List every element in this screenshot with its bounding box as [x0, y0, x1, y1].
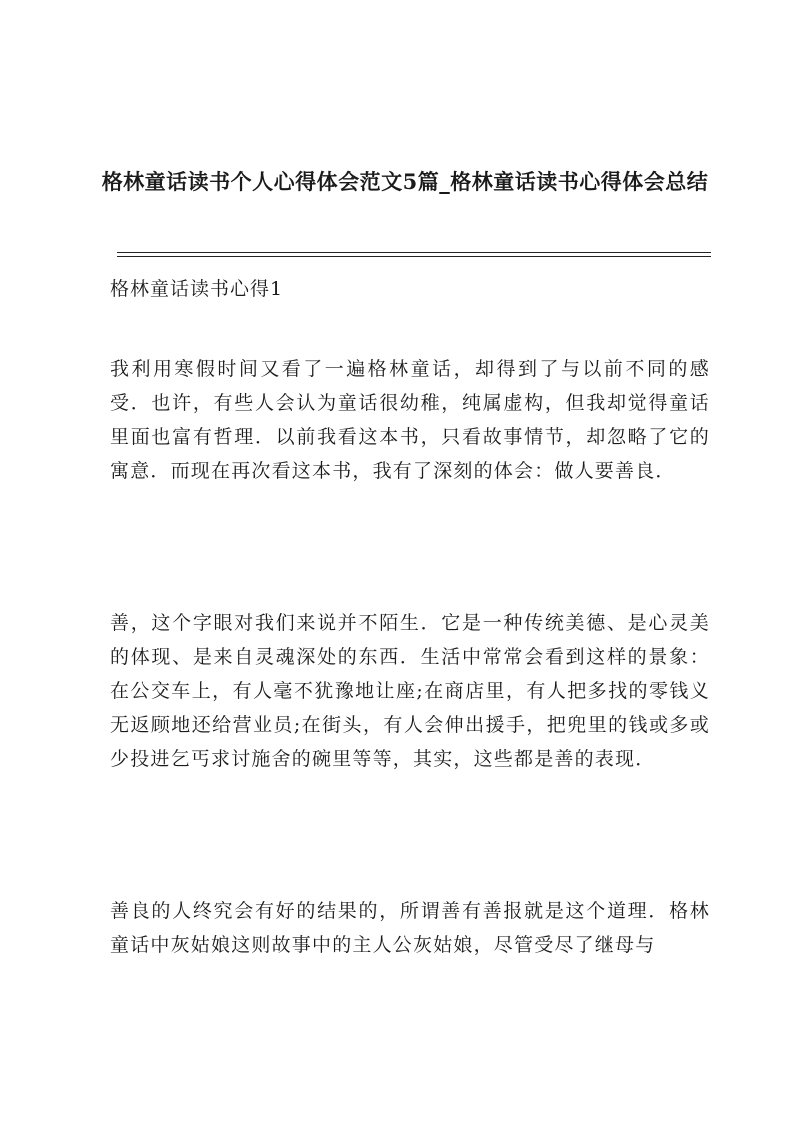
paragraph: 我利用寒假时间又看了一遍格林童话，却得到了与以前不同的感受．也许，有些人会认为童话很幼稚，纯属虚构，但我却觉得童话里面也富有哲理．以前我看这本书，只看故事情节，却忽略了它的寓意．而现在再次看这本书，我有了深刻的体会：做人要善良．	[110, 358, 710, 482]
section-heading: 格林童话读书心得1	[110, 278, 284, 300]
paragraph: 善，这个字眼对我们来说并不陌生．它是一种传统美德、是心灵美的体现、是来自灵魂深处的东西．生活中常常会看到这样的景象：在公交车上，有人毫不犹豫地让座;在商店里，有人把多找的零钱义无返顾地还给营业员;在街头，有人会伸出援手，把兜里的钱或多或少投进乞丐求讨施舍的碗里等等，其实，这些都是善的表现．	[110, 612, 710, 770]
title-double-rule	[117, 252, 711, 257]
paragraph: 善良的人终究会有好的结果的，所谓善有善报就是这个道理．格林童话中灰姑娘这则故事中的主人公灰姑娘，尽管受尽了继母与	[110, 900, 710, 956]
document-title: 格林童话读书个人心得体会范文5篇_格林童话读书心得体会总结	[101, 169, 709, 194]
